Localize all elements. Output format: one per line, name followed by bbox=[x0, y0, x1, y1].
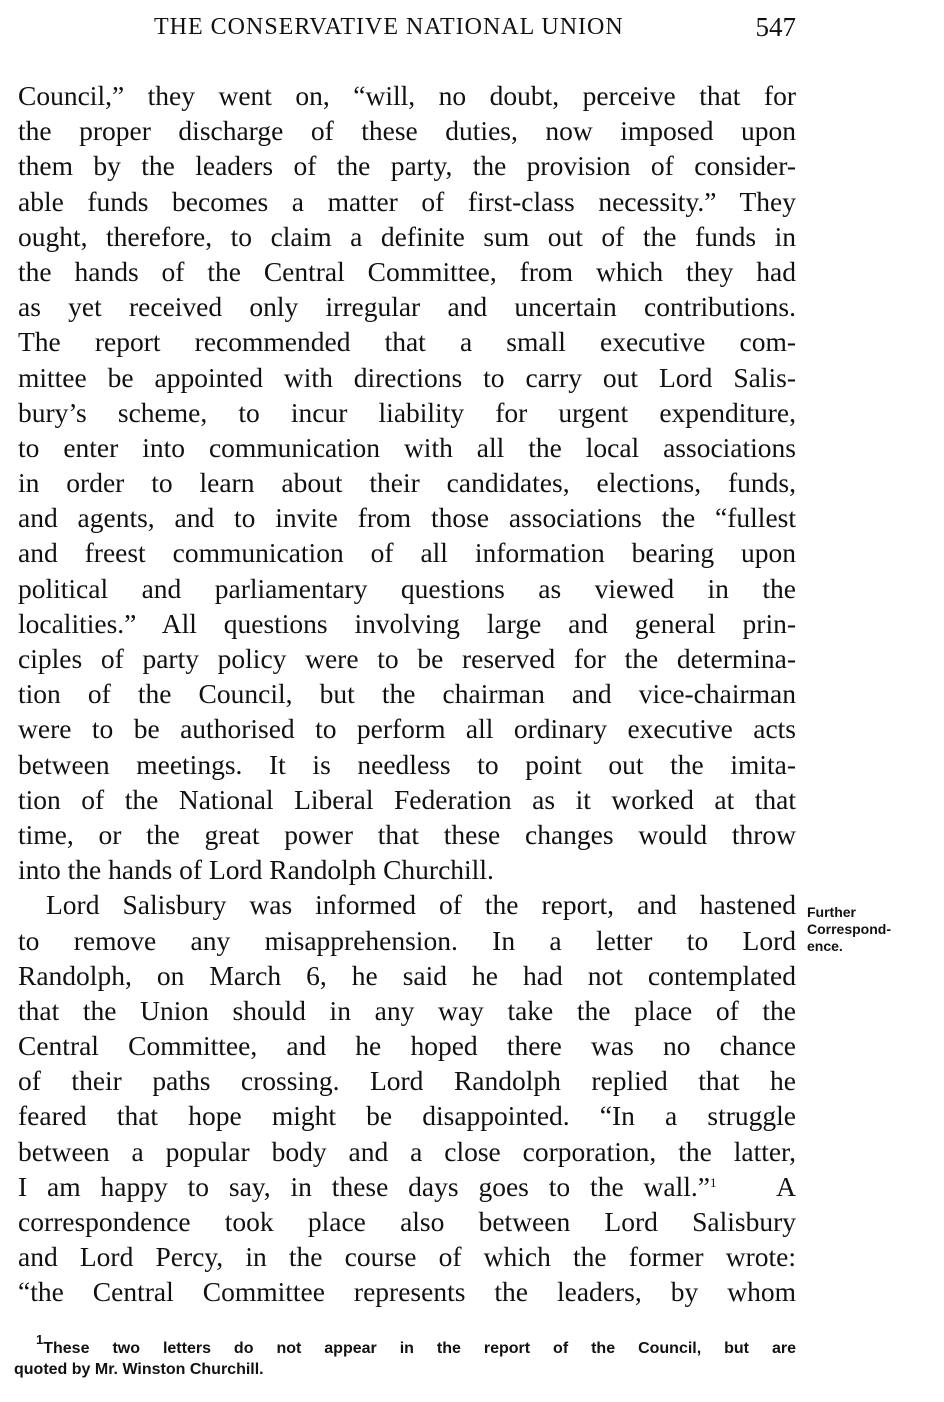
text-line-continuation: A bbox=[776, 1170, 796, 1202]
text-line: able funds becomes a matter of first-class necessity.” They bbox=[18, 185, 796, 217]
body-text bbox=[18, 78, 796, 1310]
text-line: were to be authorised to perform all ordinary executive acts bbox=[18, 713, 796, 745]
text-line: The report recommended that a small executive com- bbox=[18, 326, 796, 358]
text-line: to enter into communication with all the local associations bbox=[18, 431, 796, 463]
text-line: ciples of party policy were to be reserved for the determina- bbox=[18, 643, 796, 674]
text-line: that the Union should in any way take the place of the bbox=[18, 994, 796, 1026]
text-line: tion of the Council, but the chairman and vice-chairman bbox=[18, 678, 796, 710]
footnote-line: quoted by Mr. Winston Churchill. bbox=[14, 1361, 264, 1378]
text-line: ought, therefore, to claim a definite sum out of the funds in bbox=[18, 220, 796, 252]
text-line: between a popular body and a close corporation, the latter, bbox=[18, 1135, 796, 1167]
text-line: tion of the National Liberal Federation as it worked at that bbox=[18, 783, 796, 815]
text-line: mittee be appointed with directions to carry out Lord Salis- bbox=[18, 361, 796, 393]
text-line: between meetings. It is needless to point out the imita- bbox=[18, 748, 796, 780]
text-line: and freest communication of all information bearing upon bbox=[18, 537, 796, 569]
text-line: “the Central Committee represents the leaders, by whom bbox=[18, 1276, 796, 1308]
text-line: to remove any misapprehension. In a letter to Lord bbox=[18, 924, 796, 956]
text-line: into the hands of Lord Randolph Churchill. bbox=[18, 854, 494, 886]
text-line: the proper discharge of these duties, now imposed upon bbox=[18, 115, 796, 147]
text-line: time, or the great power that these changes would throw bbox=[18, 818, 796, 850]
text-line: Central Committee, and he hoped there was no chance bbox=[18, 1030, 796, 1062]
page-number: 547 bbox=[755, 12, 796, 42]
footnote-line bbox=[14, 1332, 796, 1359]
text-line: them by the leaders of the party, the provision of consider- bbox=[18, 150, 796, 182]
running-head bbox=[18, 12, 796, 46]
margin-note-line: Correspond- bbox=[807, 921, 891, 937]
text-line: and agents, and to invite from those associations the “fullest bbox=[18, 502, 796, 534]
margin-note-line: ence. bbox=[807, 938, 843, 954]
footnote-text: These two letters do not appear in the report of the Council, but are bbox=[43, 1340, 796, 1357]
text-line: and Lord Percy, in the course of which the former wrote: bbox=[18, 1241, 796, 1273]
text-line: political and parliamentary questions as viewed in the bbox=[18, 572, 796, 604]
footnote-reference: 1 bbox=[709, 1174, 717, 1190]
footnote bbox=[14, 1332, 796, 1380]
text-line-content: I am happy to say, in these days goes to the wall.” bbox=[18, 1170, 710, 1202]
margin-note-line: Further bbox=[807, 904, 856, 920]
footnote-marker: 1 bbox=[36, 1332, 44, 1347]
text-line: as yet received only irregular and uncertain contributions. bbox=[18, 291, 796, 323]
text-line: feared that hope might be disappointed. “In a struggle bbox=[18, 1100, 796, 1132]
text-line: Lord Salisbury was informed of the report, and hastened bbox=[46, 889, 796, 921]
text-line: bury’s scheme, to incur liability for urgent expenditure, bbox=[18, 396, 796, 428]
text-line-with-footnote-ref bbox=[18, 1169, 796, 1204]
text-line: Randolph, on March 6, he said he had not contemplated bbox=[18, 959, 796, 991]
text-line: correspondence took place also between Lord Salisbury bbox=[18, 1206, 796, 1237]
text-line: the hands of the Central Committee, from which they had bbox=[18, 255, 796, 287]
text-line: Council,” they went on, “will, no doubt, perceive that for bbox=[18, 80, 796, 111]
text-line: of their paths crossing. Lord Randolph replied that he bbox=[18, 1065, 796, 1097]
margin-note bbox=[807, 904, 942, 955]
text-line: in order to learn about their candidates, elections, funds, bbox=[18, 467, 796, 499]
running-title: THE CONSERVATIVE NATIONAL UNION bbox=[154, 14, 624, 40]
text-line: localities.” All questions involving large and general prin- bbox=[18, 607, 796, 639]
